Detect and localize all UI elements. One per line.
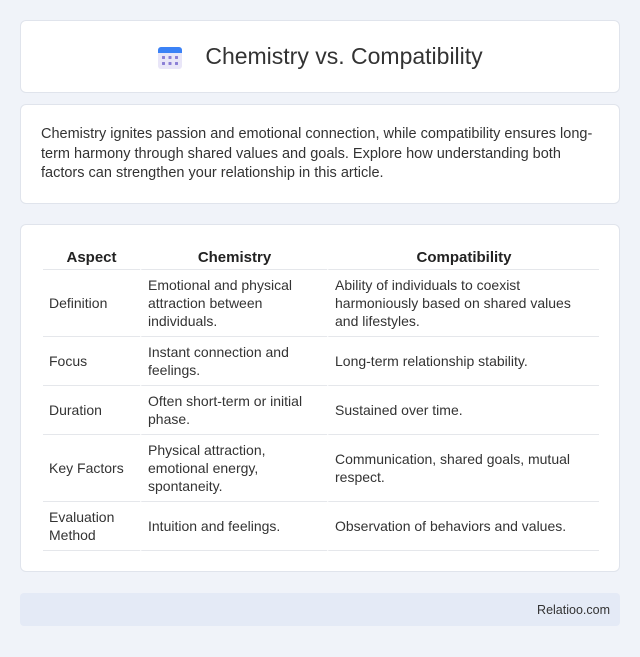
table-card [20,224,620,572]
comparison-table [43,245,599,551]
compatibility-cell: Communication, shared goals, mutual respect. [327,435,599,502]
footer [20,593,620,626]
column-header-compatibility: Compatibility [327,245,599,270]
chemistry-cell: Often short-term or initial phase. [140,386,327,435]
table-row [43,386,599,435]
page-title: Chemistry vs. Compatibility [205,43,483,69]
compatibility-cell: Long-term relationship stability. [327,337,599,386]
compatibility-cell: Sustained over time. [327,386,599,435]
chemistry-cell: Emotional and physical attraction between individuals. [140,270,327,337]
intro-card [20,104,620,204]
calendar-icon [157,44,183,70]
table-row [43,502,599,551]
chemistry-cell: Instant connection and feelings. [140,337,327,386]
compatibility-cell: Observation of behaviors and values. [327,502,599,551]
chemistry-cell: Intuition and feelings. [140,502,327,551]
aspect-cell: Duration [43,386,140,435]
table-row [43,435,599,502]
intro-text: Chemistry ignites passion and emotional connection, while compatibility ensures long-term harmony through shared values and goals. Explore how understanding both factors can strengthen your relationship in this article. [41,126,593,181]
aspect-cell: Key Factors [43,435,140,502]
column-header-chemistry: Chemistry [140,245,327,270]
column-header-aspect: Aspect [43,245,140,270]
aspect-cell: Evaluation Method [43,502,140,551]
chemistry-cell: Physical attraction, emotional energy, spontaneity. [140,435,327,502]
title-card [20,20,620,93]
table-row [43,270,599,337]
compatibility-cell: Ability of individuals to coexist harmoniously based on shared values and lifestyles. [327,270,599,337]
table-row [43,337,599,386]
footer-brand: Relatioo.com [537,602,610,617]
table-header-row [43,245,599,270]
aspect-cell: Focus [43,337,140,386]
aspect-cell: Definition [43,270,140,337]
